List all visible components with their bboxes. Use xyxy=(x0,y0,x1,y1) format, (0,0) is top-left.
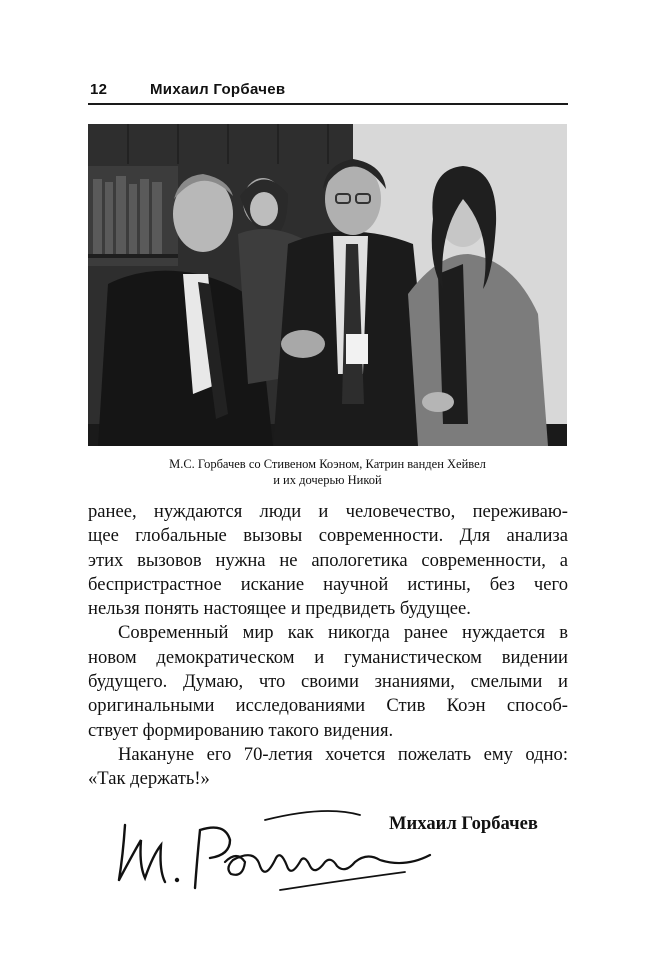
text-line: новом демократическом и гуманистическом видении xyxy=(88,646,568,668)
paragraph-2 xyxy=(88,621,568,742)
text-line: нельзя понять настоящее и предвидеть будущее. xyxy=(88,598,471,620)
running-title: Михаил Горбачев xyxy=(150,81,286,98)
photo-illustration xyxy=(88,124,567,446)
photograph xyxy=(88,124,567,446)
text-line: щее глобальные вызовы современности. Для анализа xyxy=(88,525,568,547)
body-text xyxy=(88,500,568,792)
text-line: этих вызовов нужна не апологетика современности, а xyxy=(88,549,568,571)
paragraph-3 xyxy=(88,743,568,792)
signature-name: Михаил Горбачев xyxy=(389,813,538,834)
running-header xyxy=(88,81,568,105)
text-line: Накануне его 70-летия хочется пожелать ему одно: xyxy=(118,743,568,765)
text-line: беспристрастное искание научной истины, без чего xyxy=(88,573,568,595)
handwritten-signature xyxy=(105,800,435,910)
text-line: будущего. Думаю, что своими знаниями, смелыми и xyxy=(88,671,568,693)
text-line: ранее, нуждаются люди и человечество, переживаю- xyxy=(88,501,568,522)
text-line: «Так держать!» xyxy=(88,768,210,790)
caption-line: М.С. Горбачев со Стивеном Коэном, Катрин ванден Хейвел xyxy=(169,457,486,471)
text-line: ствует формированию такого видения. xyxy=(88,719,394,741)
paragraph-1 xyxy=(88,500,568,621)
text-line: Современный мир как никогда ранее нуждается в xyxy=(118,622,568,644)
page-number: 12 xyxy=(90,81,108,98)
photo-caption xyxy=(88,456,567,488)
text-line: оригинальными исследованиями Стив Коэн способ- xyxy=(88,695,568,717)
caption-line: и их дочерью Никой xyxy=(273,473,382,487)
